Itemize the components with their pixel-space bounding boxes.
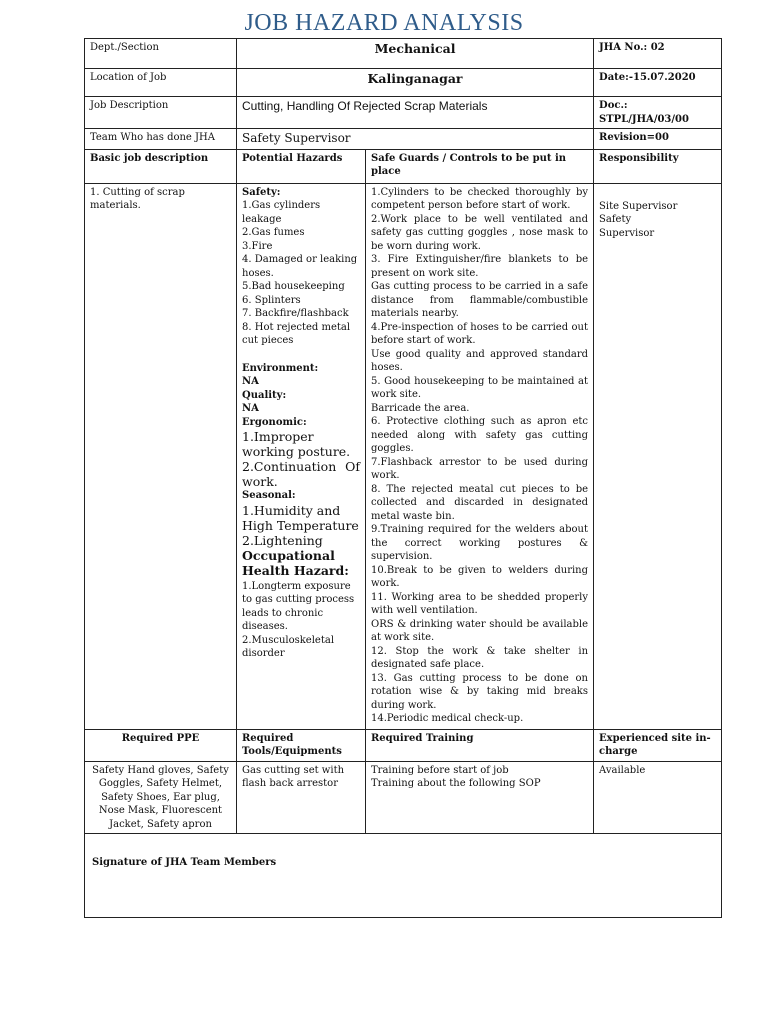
team-row [85,129,722,150]
responsibility-item: Site Supervisor [599,200,678,212]
incharge-value: Available [594,761,722,834]
ppe-value: Safety Hand gloves, Safety Goggles, Safety Helmet, Safety Shoes, Ear plug, Nose Mask, Fluorescent Jacket, Safety apron [85,761,237,834]
jha-number: JHA No.: 02 [594,39,722,69]
ergonomic-item: 2.Continuation Of work. [242,459,360,489]
tools-label: Required Tools/Equipments [237,729,366,761]
safeguard-item: 5. Good housekeeping to be maintained at work site. [371,375,589,400]
safeguard-item: 11. Working area to be shedded properly with well ventilation. [371,591,589,616]
quality-heading: Quality: [242,389,287,401]
training-cell [366,761,594,834]
occupational-item: 2.Musculoskeletal disorder [242,634,335,659]
safeguard-item: ORS & drinking water should be available at work site. [371,618,589,643]
safeguard-item: 9.Training required for the welders about the correct working postures & supervision. [371,524,589,562]
page-title: JOB HAZARD ANALYSIS [244,10,524,36]
dept-row [85,39,722,69]
responsibility-cell [594,183,722,729]
safeguard-item: 6. Protective clothing such as apron etc needed along with safety gas cutting goggles. [371,416,589,454]
training-item: Training before start of job [371,764,509,776]
training-item: Training about the following SOP [371,778,541,789]
hazard-item: 1.Gas cylinders leakage [242,200,321,225]
training-label: Required Training [366,729,594,761]
environment-value: NA [242,376,259,387]
job-description-value: Cutting, Handling Of Rejected Scrap Materials [237,97,594,129]
date-value: Date:-15.07.2020 [594,69,722,97]
job-description-row [85,97,722,129]
signature-label: Signature of JHA Team Members [92,857,277,868]
job-description-label: Job Description [85,97,237,129]
safeguard-item: 1.Cylinders to be checked thoroughly by competent person before start of work. [371,186,589,211]
environment-heading: Environment: [242,362,319,374]
safeguard-item: Use good quality and approved standard hoses. [371,348,589,373]
dept-value: Mechanical [237,39,594,69]
col-safeguards: Safe Guards / Controls to be put in place [366,149,594,183]
job-description-cell [85,183,237,729]
ergonomic-heading: Ergonomic: [242,416,307,428]
occupational-heading: Occupational Health Hazard: [242,547,349,578]
requirements-row [85,761,722,834]
safeguard-item: 10.Break to be given to welders during work. [371,564,589,589]
hazards-cell [237,183,366,729]
seasonal-item: 1.Humidity and High Temperature [242,502,359,533]
column-header-row [85,149,722,183]
safeguard-item: Gas cutting process to be carried in a safe distance from flammable/combustible materials nearby. [371,281,589,319]
col-hazards: Potential Hazards [237,149,366,183]
col-basic-job: Basic job description [85,149,237,183]
ergonomic-item: 1.Improper working posture. [242,429,351,459]
job-step: 1. Cutting of scrap materials. [90,186,185,211]
safeguard-item: 2.Work place to be well ventilated and safety gas cutting goggles , nose mask to be worn during work. [371,213,589,252]
incharge-label: Experienced site in-charge [594,729,722,761]
safeguard-item: 12. Stop the work & take shelter in designated safe place. [371,645,589,670]
signature-row [85,834,722,918]
seasonal-item: 2.Lightening [242,532,323,548]
safeguard-item: 4.Pre-inspection of hoses to be carried out before start of work. [371,321,589,346]
location-label: Location of Job [85,69,237,97]
signature-cell [85,834,722,918]
location-row [85,69,722,97]
team-label: Team Who has done JHA [85,129,237,150]
team-value: Safety Supervisor [237,129,594,150]
hazard-item: 8. Hot rejected metal cut pieces [242,321,351,346]
doc-number: Doc.: STPL/JHA/03/00 [594,97,722,129]
hazard-item: 6. Splinters [242,294,301,306]
seasonal-heading: Seasonal: [242,490,296,501]
safeguard-item: 13. Gas cutting process to be done on rotation wise & by taking mid breaks during work. [371,672,589,711]
col-responsibility: Responsibility [594,149,722,183]
jha-table [84,38,722,918]
safeguard-item: 7.Flashback arrestor to be used during work. [371,456,589,481]
hazard-item: 7. Backfire/flashback [242,308,349,319]
hazard-item: 3.Fire [242,240,273,252]
hazard-item: 5.Bad housekeeping [242,281,345,292]
ppe-label: Required PPE [85,729,237,761]
tools-value: Gas cutting set with flash back arrestor [237,761,366,834]
quality-value: NA [242,403,259,414]
requirements-header-row [85,729,722,761]
safeguard-item: Barricade the area. [371,402,470,414]
dept-label: Dept./Section [85,39,237,69]
safeguard-item: 8. The rejected meatal cut pieces to be collected and discarded in designated metal waste bin. [371,483,589,522]
safeguards-cell [366,183,594,729]
safeguard-item: 14.Periodic medical check-up. [371,713,524,724]
occupational-item: 1.Longterm exposure to gas cutting process leads to chronic diseases. [242,580,355,632]
responsibility-item: Supervisor [599,227,655,239]
job-row [85,183,722,729]
safeguard-item: 3. Fire Extinguisher/fire blankets to be present on work site. [371,254,589,279]
revision-value: Revision=00 [594,129,722,150]
hazard-item: 4. Damaged or leaking hoses. [242,254,358,279]
safety-heading: Safety: [242,186,281,198]
location-value: Kalinganagar [237,69,594,97]
hazard-item: 2.Gas fumes [242,227,305,238]
responsibility-item: Safety [599,214,632,225]
